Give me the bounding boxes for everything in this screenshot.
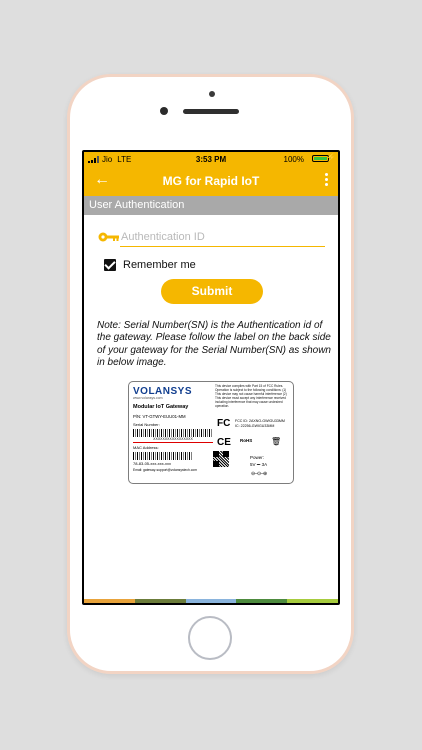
serial-barcode — [133, 429, 213, 437]
remember-me-checkbox[interactable] — [104, 259, 116, 271]
battery-percent: 100% — [283, 154, 304, 164]
authentication-id-input[interactable] — [120, 228, 325, 247]
charging-icon: ⚡ — [326, 153, 336, 162]
app-title: MG for Rapid IoT — [162, 174, 260, 188]
more-vert-icon[interactable] — [325, 173, 328, 188]
label-product-name: Modular IoT Gateway — [133, 404, 189, 410]
arrow-left-icon[interactable]: ← — [94, 171, 110, 188]
weee-bin-icon: 🗑 — [271, 437, 282, 446]
earpiece-speaker — [183, 109, 239, 114]
home-button[interactable] — [188, 616, 232, 660]
strip-segment-2 — [135, 599, 186, 603]
key-icon — [98, 231, 120, 243]
qr-code-icon — [213, 451, 229, 467]
phone-screen — [82, 150, 340, 605]
serial-barcode-value: XXXXXXXXXXXXXXXXX — [153, 437, 193, 441]
section-header: User Authentication — [84, 196, 338, 215]
remember-me-row[interactable] — [104, 259, 196, 271]
label-serial-heading: Serial Number: — [133, 422, 160, 427]
label-email: Email: gateway-support@volansystech.com — [133, 468, 197, 472]
ce-mark-icon: CE — [217, 437, 231, 448]
gateway-label-image — [128, 381, 294, 484]
label-divider — [133, 442, 213, 443]
ic-id: IC: 22256-GWIGU33MM — [235, 423, 275, 428]
volansys-logo: VOLANSYS — [133, 386, 193, 397]
logo-subtitle: www.volansys.com — [133, 396, 163, 400]
label-mac-heading: MAC Address: — [133, 445, 159, 450]
rohs-icon: RoHS — [240, 438, 253, 443]
power-value: 5V ⎓ 3A — [250, 462, 268, 467]
strip-segment-3 — [186, 599, 237, 603]
label-right-panel — [215, 384, 291, 477]
status-time: 3:53 PM — [195, 154, 227, 164]
front-camera — [160, 107, 168, 115]
fcc-id: FCC ID: 2AXNO-GWIGU33MM — [235, 419, 285, 423]
fcc-id-block — [235, 419, 285, 428]
strip-segment-4 — [236, 599, 287, 603]
remember-me-label: Remember me — [123, 259, 196, 271]
bottom-color-strip — [84, 599, 338, 603]
serial-number-note: Note: Serial Number(SN) is the Authentication id of the gateway. Please follow the label on the back side of your gateway for the Serial Number(SN) as shown in below image. — [97, 320, 331, 368]
mac-barcode — [133, 452, 193, 460]
submit-button[interactable]: Submit — [161, 279, 263, 304]
power-label: Power: — [250, 455, 265, 460]
network-type: LTE — [117, 154, 132, 164]
app-bar — [84, 166, 338, 196]
mac-barcode-value: 78-83-05-xxx-xxx-xxx — [133, 461, 172, 466]
app-screen — [84, 152, 338, 603]
strip-segment-5 — [287, 599, 338, 603]
status-bar — [84, 152, 338, 166]
phone-sensor — [209, 91, 215, 97]
carrier-name: Jio — [102, 154, 113, 164]
label-left-panel — [133, 386, 213, 472]
label-part-number: P/N: VT-GTWY-EUU01-MM — [133, 414, 186, 419]
label-compliance-text: This device complies with Part 15 of FCC Rules. Operation is subject to the following conditions: (1) This device may not cause harmful interference (2) This device must accept any interference received including interference that may cause undesired operation. — [215, 384, 287, 408]
polarity-icon: ⊖–⊙–⊕ — [251, 471, 267, 477]
strip-segment-1 — [84, 599, 135, 603]
fcc-logo: FC — [217, 418, 231, 429]
